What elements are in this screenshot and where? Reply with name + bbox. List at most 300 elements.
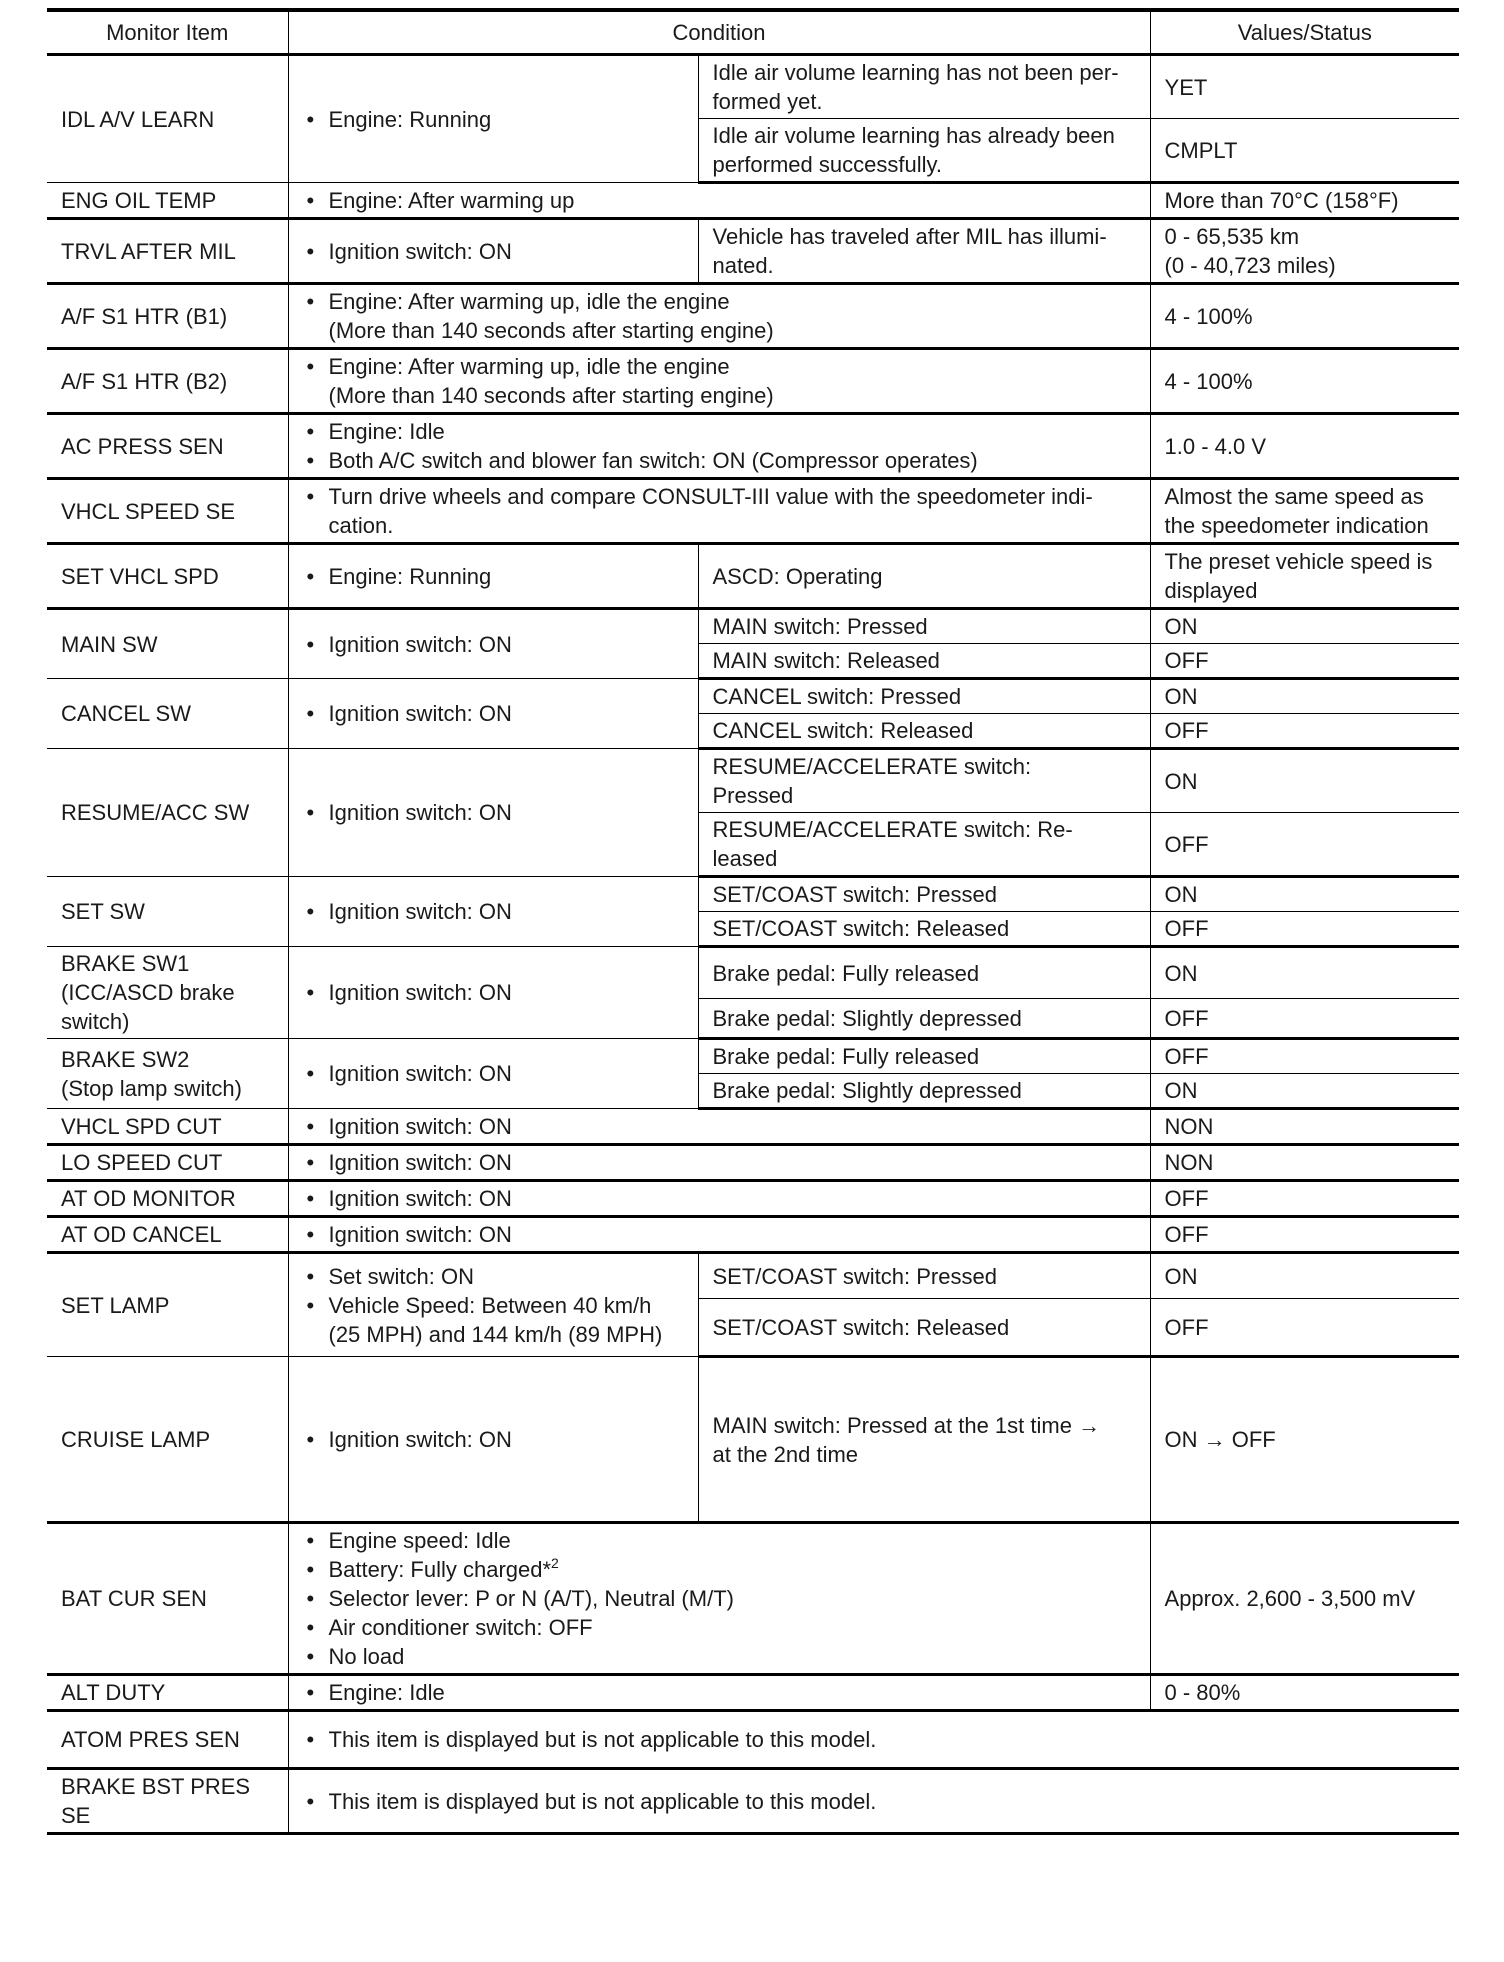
text-line: performed successfully. (712, 152, 942, 177)
text-line: ON (1164, 1263, 1198, 1289)
value-status-cell (1150, 55, 1459, 119)
text-line: Brake pedal: Fully released (712, 1044, 980, 1069)
text-line: ON (1164, 960, 1198, 986)
value-status-cell (1150, 947, 1459, 999)
value-status-cell (1150, 544, 1459, 609)
sub-condition-cell (698, 544, 1150, 609)
sub-condition-cell (698, 813, 1150, 877)
text-line: ATOM PRES SEN (61, 1727, 240, 1752)
condition-bullet-list (303, 237, 684, 266)
monitor-item-table-page (47, 8, 1459, 1835)
monitor-item-cell (47, 479, 288, 544)
condition-cell (288, 219, 698, 284)
sub-condition-cell (698, 119, 1150, 183)
value-status-cell (1150, 749, 1459, 813)
text-line: Vehicle has traveled after MIL has illumi- (712, 224, 1107, 249)
condition-bullet (303, 1678, 1136, 1707)
condition-bullet (303, 287, 1136, 345)
sub-condition-cell (698, 877, 1150, 912)
monitor-item-cell (47, 749, 288, 877)
text-line: AT OD CANCEL (61, 1222, 222, 1247)
condition-bullet-list (303, 1262, 684, 1349)
monitor-item-table (47, 8, 1459, 1835)
value-status-cell (1150, 912, 1459, 947)
condition-bullet-list (303, 699, 684, 728)
text-line: 1.0 - 4.0 V (1164, 433, 1267, 459)
condition-cell (288, 1181, 1150, 1217)
value-status-cell (1150, 349, 1459, 414)
condition-bullet (303, 1112, 1136, 1141)
monitor-item-cell (47, 679, 288, 749)
table-row (47, 1109, 1459, 1145)
text-line: VHCL SPD CUT (61, 1113, 222, 1139)
condition-bullet (303, 1148, 1136, 1177)
condition-text: Ignition switch: ON (328, 800, 512, 825)
condition-text: Engine: Idle (328, 1680, 445, 1705)
text-line: More than 70°C (158°F) (1164, 188, 1399, 213)
text-line: ON → OFF (1164, 1427, 1276, 1452)
condition-text: Vehicle Speed: Between 40 km/h (328, 1292, 652, 1318)
sub-condition-cell (698, 1357, 1150, 1523)
condition-text: Engine: Idle (328, 419, 445, 444)
condition-bullet (303, 417, 1136, 446)
value-status-cell (1150, 679, 1459, 714)
condition-text: Engine speed: Idle (328, 1528, 511, 1553)
monitor-item-cell (47, 414, 288, 479)
condition-text: (More than 140 seconds after starting engine) (328, 318, 774, 343)
table-row (47, 1357, 1459, 1523)
condition-bullet (303, 630, 684, 659)
table-row (47, 414, 1459, 479)
monitor-item-cell (47, 1769, 288, 1834)
condition-cell (288, 1357, 698, 1523)
condition-cell (288, 183, 1150, 219)
text-line: NON (1164, 1150, 1214, 1175)
text-line: RESUME/ACCELERATE switch: Re- (712, 817, 1073, 842)
monitor-item-cell (47, 1711, 288, 1769)
value-status-cell (1150, 1523, 1459, 1675)
table-row (47, 749, 1459, 813)
header-condition: Condition (288, 10, 1150, 55)
condition-text: (More than 140 seconds after starting engine) (328, 383, 774, 408)
condition-text: Engine: Running (328, 106, 492, 132)
text-line: CRUISE LAMP (61, 1426, 211, 1452)
condition-bullet (303, 1725, 1446, 1754)
condition-cell (288, 609, 698, 679)
condition-bullet (303, 562, 684, 591)
sub-condition-cell (698, 219, 1150, 284)
text-line: MAIN SW (61, 631, 158, 657)
condition-cell (288, 1769, 1459, 1834)
condition-cell (288, 877, 698, 947)
text-line: BRAKE SW1 (61, 951, 190, 976)
condition-bullet (303, 699, 684, 728)
table-row (47, 1181, 1459, 1217)
table-body (47, 55, 1459, 1834)
condition-text: This item is displayed but is not applicable to this model. (328, 1727, 877, 1752)
table-row (47, 1217, 1459, 1253)
condition-bullet-list (303, 186, 1136, 215)
sub-condition-cell (698, 1253, 1150, 1299)
monitor-item-cell (47, 219, 288, 284)
text-line: 4 - 100% (1164, 303, 1253, 329)
text-line: BRAKE BST PRES (61, 1774, 251, 1799)
text-line: Almost the same speed as (1164, 484, 1424, 509)
value-status-cell (1150, 609, 1459, 644)
text-line: Brake pedal: Slightly depressed (712, 1078, 1022, 1103)
table-row (47, 609, 1459, 644)
monitor-item-cell (47, 55, 288, 183)
table-row (47, 349, 1459, 414)
condition-cell (288, 1711, 1459, 1769)
condition-text: Ignition switch: ON (328, 899, 512, 924)
text-line: A/F S1 HTR (B1) (61, 303, 228, 329)
condition-text: Ignition switch: ON (328, 1186, 512, 1211)
condition-text: (25 MPH) and 144 km/h (89 MPH) (328, 1321, 663, 1347)
sub-condition-cell (698, 1299, 1150, 1357)
condition-cell (288, 1253, 698, 1357)
text-line: Pressed (712, 783, 794, 808)
table-row (47, 1253, 1459, 1299)
text-line: AT OD MONITOR (61, 1186, 236, 1211)
text-line: OFF (1164, 1044, 1209, 1069)
condition-text: Ignition switch: ON (328, 631, 512, 657)
monitor-item-cell (47, 1675, 288, 1711)
value-status-cell (1150, 1181, 1459, 1217)
table-row (47, 1039, 1459, 1074)
footnote-superscript: 2 (551, 1555, 559, 1571)
condition-bullet (303, 1262, 684, 1291)
sub-condition-cell (698, 679, 1150, 714)
condition-bullet (303, 186, 1136, 215)
text-line: SET/COAST switch: Pressed (712, 882, 997, 907)
condition-text: Ignition switch: ON (328, 1061, 512, 1086)
text-line: at the 2nd time (712, 1441, 859, 1467)
text-line: SET LAMP (61, 1292, 170, 1318)
sub-condition-cell (698, 912, 1150, 947)
condition-bullet-list (303, 1526, 1136, 1671)
value-status-cell (1150, 1074, 1459, 1109)
condition-bullet (303, 352, 1136, 410)
monitor-item-cell (47, 1181, 288, 1217)
text-line: LO SPEED CUT (61, 1150, 223, 1175)
condition-bullet-list (303, 1425, 684, 1454)
text-line: Approx. 2,600 - 3,500 mV (1164, 1586, 1416, 1611)
value-status-cell (1150, 999, 1459, 1039)
text-line: ON (1164, 768, 1198, 794)
value-status-cell (1150, 1299, 1459, 1357)
value-status-cell (1150, 1109, 1459, 1145)
condition-text: Ignition switch: ON (328, 701, 512, 726)
condition-bullet-list (303, 1059, 684, 1088)
condition-bullet-list (303, 105, 684, 134)
table-row (47, 183, 1459, 219)
condition-bullet (303, 1220, 1136, 1249)
condition-bullet-list (303, 482, 1136, 540)
value-status-cell (1150, 284, 1459, 349)
text-line: RESUME/ACC SW (61, 800, 250, 825)
text-line: SET SW (61, 899, 145, 924)
table-row (47, 544, 1459, 609)
text-line: OFF (1164, 831, 1209, 857)
sub-condition-cell (698, 55, 1150, 119)
condition-bullet-list (303, 1787, 1446, 1816)
text-line: SET/COAST switch: Released (712, 916, 1010, 941)
text-line: (ICC/ASCD brake (61, 980, 235, 1005)
condition-text: Air conditioner switch: OFF (328, 1615, 593, 1640)
condition-bullet (303, 237, 684, 266)
text-line: leased (712, 846, 778, 871)
sub-condition-cell (698, 947, 1150, 999)
text-line: Brake pedal: Slightly depressed (712, 1005, 1022, 1031)
value-status-cell (1150, 414, 1459, 479)
condition-text: Selector lever: P or N (A/T), Neutral (M/T) (328, 1586, 734, 1611)
condition-bullet (303, 446, 1136, 475)
condition-bullet (303, 482, 1136, 540)
text-line: TRVL AFTER MIL (61, 238, 236, 264)
text-line: CANCEL SW (61, 701, 191, 726)
text-line: 4 - 100% (1164, 368, 1253, 394)
text-line: OFF (1164, 916, 1209, 941)
condition-cell (288, 749, 698, 877)
condition-bullet (303, 798, 684, 827)
table-row (47, 877, 1459, 912)
text-line: 0 - 65,535 km (1164, 224, 1300, 249)
text-line: OFF (1164, 648, 1209, 673)
value-status-cell (1150, 714, 1459, 749)
condition-text: Ignition switch: ON (328, 238, 512, 264)
text-line: (0 - 40,723 miles) (1164, 253, 1336, 278)
text-line: Idle air volume learning has not been per- (712, 60, 1119, 85)
condition-bullet-list (303, 630, 684, 659)
condition-bullet-list (303, 1184, 1136, 1213)
monitor-item-cell (47, 1217, 288, 1253)
monitor-item-cell (47, 877, 288, 947)
condition-bullet-list (303, 352, 1136, 410)
table-row (47, 947, 1459, 999)
condition-bullet-list (303, 1220, 1136, 1249)
condition-bullet-list (303, 287, 1136, 345)
condition-bullet (303, 1555, 1136, 1584)
text-line: CMPLT (1164, 137, 1238, 163)
condition-text: Set switch: ON (328, 1263, 474, 1289)
condition-bullet-list (303, 1678, 1136, 1707)
text-line: Idle air volume learning has already been (712, 123, 1115, 148)
monitor-item-cell (47, 349, 288, 414)
value-status-cell (1150, 1357, 1459, 1523)
condition-text: No load (328, 1644, 405, 1669)
text-line: 0 - 80% (1164, 1680, 1241, 1705)
text-line: The preset vehicle speed is (1164, 549, 1433, 574)
condition-bullet (303, 1425, 684, 1454)
monitor-item-cell (47, 544, 288, 609)
condition-bullet (303, 1184, 1136, 1213)
text-line: ON (1164, 882, 1198, 907)
header-row (47, 10, 1459, 55)
condition-cell (288, 1039, 698, 1109)
text-line: OFF (1164, 1186, 1209, 1211)
value-status-cell (1150, 119, 1459, 183)
text-line: SET/COAST switch: Pressed (712, 1263, 997, 1289)
text-line: SE (61, 1803, 91, 1828)
value-status-cell (1150, 1253, 1459, 1299)
table-row (47, 284, 1459, 349)
condition-text: Ignition switch: ON (328, 1150, 512, 1175)
text-line: OFF (1164, 718, 1209, 743)
condition-bullet-list (303, 1148, 1136, 1177)
table-row (47, 219, 1459, 284)
value-status-cell (1150, 479, 1459, 544)
condition-bullet-list (303, 417, 1136, 475)
table-row (47, 679, 1459, 714)
monitor-item-cell (47, 1039, 288, 1109)
condition-text: Engine: Running (328, 563, 492, 589)
condition-bullet (303, 1059, 684, 1088)
text-line: OFF (1164, 1314, 1209, 1340)
condition-cell (288, 1217, 1150, 1253)
text-line: nated. (712, 253, 774, 278)
monitor-item-cell (47, 609, 288, 679)
condition-cell (288, 349, 1150, 414)
value-status-cell (1150, 183, 1459, 219)
text-line: A/F S1 HTR (B2) (61, 368, 228, 394)
text-line: MAIN switch: Pressed (712, 614, 928, 639)
monitor-item-cell (47, 284, 288, 349)
value-status-cell (1150, 1675, 1459, 1711)
condition-text: Ignition switch: ON (328, 1426, 512, 1452)
value-status-cell (1150, 877, 1459, 912)
table-row (47, 479, 1459, 544)
condition-cell (288, 284, 1150, 349)
condition-text: Ignition switch: ON (328, 1222, 512, 1247)
monitor-item-cell (47, 1145, 288, 1181)
text-line: CANCEL switch: Released (712, 718, 974, 743)
condition-bullet-list (303, 1725, 1446, 1754)
text-line: BAT CUR SEN (61, 1586, 207, 1611)
text-line: OFF (1164, 1222, 1209, 1247)
text-line: RESUME/ACCELERATE switch: (712, 754, 1032, 779)
table-row (47, 55, 1459, 119)
condition-bullet (303, 1787, 1446, 1816)
condition-bullet-list (303, 562, 684, 591)
text-line: displayed (1164, 578, 1258, 603)
text-line: formed yet. (712, 89, 823, 114)
condition-text: Engine: After warming up, idle the engine (328, 354, 730, 379)
text-line: the speedometer indication (1164, 513, 1429, 538)
sub-condition-cell (698, 1074, 1150, 1109)
condition-cell (288, 1109, 1150, 1145)
condition-cell (288, 679, 698, 749)
condition-text: Engine: After warming up (328, 188, 575, 213)
condition-cell (288, 1145, 1150, 1181)
value-status-cell (1150, 1217, 1459, 1253)
condition-text: Turn drive wheels and compare CONSULT-III value with the speedometer indi- (328, 484, 1093, 509)
value-status-cell (1150, 1039, 1459, 1074)
text-line: MAIN switch: Pressed at the 1st time → (712, 1412, 1101, 1438)
condition-cell (288, 1523, 1150, 1675)
value-status-cell (1150, 219, 1459, 284)
sub-condition-cell (698, 1039, 1150, 1074)
text-line: MAIN switch: Released (712, 648, 940, 673)
table-row (47, 1711, 1459, 1769)
text-line: YET (1164, 74, 1208, 100)
value-status-cell (1150, 644, 1459, 679)
header-values-status: Values/Status (1150, 10, 1459, 55)
sub-condition-cell (698, 644, 1150, 679)
text-line: ON (1164, 614, 1198, 639)
condition-bullet (303, 978, 684, 1007)
condition-bullet-list (303, 978, 684, 1007)
monitor-item-cell (47, 947, 288, 1039)
text-line: ASCD: Operating (712, 563, 883, 589)
monitor-item-cell (47, 1357, 288, 1523)
condition-cell (288, 414, 1150, 479)
text-line: BRAKE SW2 (61, 1046, 190, 1072)
text-line: SET/COAST switch: Released (712, 1314, 1010, 1340)
monitor-item-cell (47, 1523, 288, 1675)
condition-bullet-list (303, 798, 684, 827)
condition-bullet-list (303, 1112, 1136, 1141)
text-line: OFF (1164, 1005, 1209, 1031)
sub-condition-cell (698, 609, 1150, 644)
text-line: AC PRESS SEN (61, 433, 224, 459)
condition-bullet-list (303, 897, 684, 926)
condition-text: Both A/C switch and blower fan switch: ON (Compressor operates) (328, 448, 978, 473)
condition-text: Battery: Fully charged* (328, 1557, 552, 1582)
condition-text: Engine: After warming up, idle the engine (328, 289, 730, 314)
table-row (47, 1675, 1459, 1711)
condition-bullet (303, 105, 684, 134)
text-line: Brake pedal: Fully released (712, 960, 980, 986)
text-line: ALT DUTY (61, 1680, 166, 1705)
text-line: IDL A/V LEARN (61, 106, 215, 132)
condition-cell (288, 947, 698, 1039)
condition-bullet (303, 1642, 1136, 1671)
condition-bullet (303, 1526, 1136, 1555)
monitor-item-cell (47, 1109, 288, 1145)
value-status-cell (1150, 813, 1459, 877)
value-status-cell (1150, 1145, 1459, 1181)
text-line: (Stop lamp switch) (61, 1075, 242, 1101)
condition-bullet (303, 1613, 1136, 1642)
table-row (47, 1145, 1459, 1181)
condition-cell (288, 544, 698, 609)
text-line: switch) (61, 1009, 130, 1034)
condition-bullet (303, 897, 684, 926)
condition-cell (288, 479, 1150, 544)
text-line: ENG OIL TEMP (61, 187, 217, 213)
text-line: ON (1164, 684, 1198, 709)
text-line: NON (1164, 1114, 1214, 1139)
condition-cell (288, 55, 698, 183)
condition-text: cation. (328, 513, 394, 538)
sub-condition-cell (698, 999, 1150, 1039)
condition-bullet (303, 1291, 684, 1349)
text-line: SET VHCL SPD (61, 563, 219, 589)
monitor-item-cell (47, 1253, 288, 1357)
condition-text: Ignition switch: ON (328, 1114, 512, 1139)
text-line: CANCEL switch: Pressed (712, 684, 962, 709)
sub-condition-cell (698, 714, 1150, 749)
table-row (47, 1769, 1459, 1834)
text-line: VHCL SPEED SE (61, 498, 236, 524)
monitor-item-cell (47, 183, 288, 219)
table-row (47, 1523, 1459, 1675)
condition-cell (288, 1675, 1150, 1711)
header-monitor-item: Monitor Item (47, 10, 288, 55)
sub-condition-cell (698, 749, 1150, 813)
condition-text: This item is displayed but is not applicable to this model. (328, 1788, 877, 1814)
